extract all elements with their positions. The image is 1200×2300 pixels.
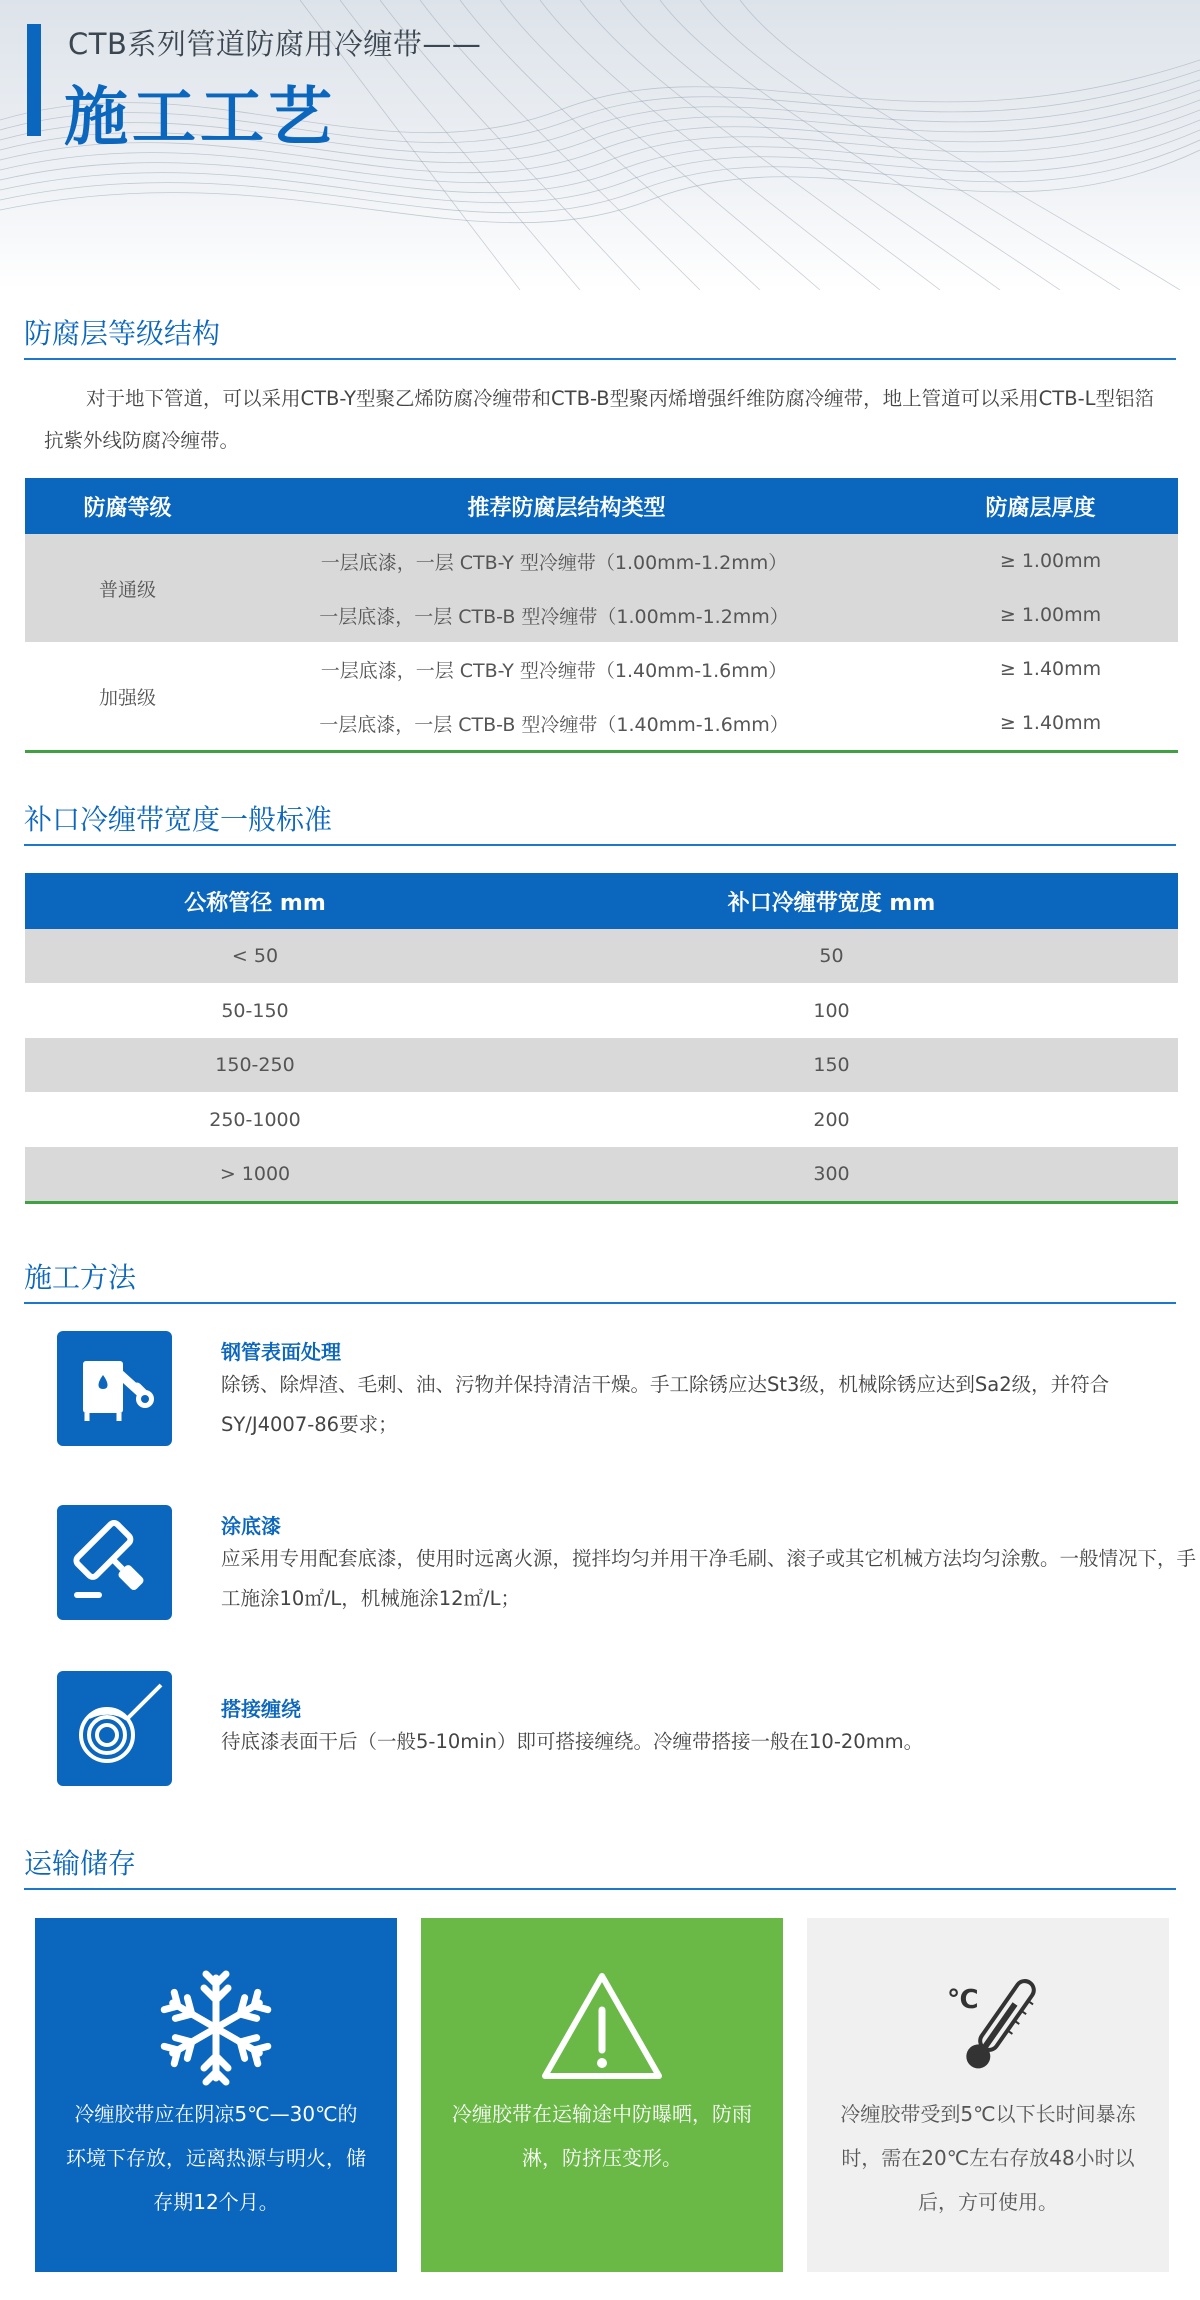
table-row (230, 588, 1178, 642)
thickness-cell: ≥ 1.00mm (999, 550, 1102, 572)
method-title: 钢管表面处理 (221, 1340, 341, 1364)
thickness-cell: ≥ 1.40mm (999, 712, 1102, 734)
section-title-storage: 运输储存 (24, 1847, 137, 1880)
table-row (230, 642, 1178, 696)
header-cell-width: 补口冷缠带宽度 mm (727, 890, 936, 916)
method-text: 应采用专用配套底漆，使用时远离火源，搅拌均匀并用干净毛刷、滚子或其它机械方法均匀涂敷。一般情况下，手工施涂10㎡/L，机械施涂12㎡/L； (221, 1547, 1197, 1610)
header-cell-thickness: 防腐层厚度 (985, 495, 1096, 521)
diameter-cell: 150-250 (215, 1054, 295, 1076)
paint-roller-icon (57, 1505, 172, 1620)
tape-wrap-icon (57, 1671, 172, 1786)
grade-cell: 普通级 (98, 578, 156, 601)
thickness-cell: ≥ 1.00mm (999, 604, 1102, 626)
table-bottom-line (25, 750, 1178, 753)
storage-card-temperature (35, 1918, 397, 2272)
table-header-row (25, 873, 1178, 929)
method-title: 搭接缠绕 (221, 1697, 301, 1721)
warning-icon (421, 1958, 783, 2098)
width-cell: 200 (813, 1108, 850, 1131)
table-row (230, 534, 1178, 588)
diameter-cell: 250-1000 (209, 1108, 301, 1131)
diameter-cell: > 1000 (219, 1163, 291, 1185)
table-row (25, 1038, 1178, 1092)
header-accent-bar (27, 24, 41, 136)
snowflake-icon (35, 1958, 397, 2098)
table-row-group (25, 642, 1178, 750)
table-row (25, 929, 1178, 983)
method-text: 除锈、除焊渣、毛刺、油、污物并保持清洁干燥。手工除锈应达St3级，机械除锈应达到Sa2级，并符合SY/J4007-86要求； (221, 1373, 1110, 1436)
table-header-row (25, 478, 1178, 534)
grade-structure-table (25, 478, 1178, 753)
diameter-cell: 50-150 (221, 999, 289, 1022)
header-cell-grade: 防腐等级 (83, 495, 172, 521)
section-intro (44, 378, 1164, 462)
storage-card-text: 冷缠胶带应在阴凉5℃—30℃的环境下存放，远离热源与明火，储存期12个月。 (66, 2102, 366, 2214)
method-title: 涂底漆 (221, 1514, 281, 1538)
table-row-group (25, 534, 1178, 642)
table-row (25, 983, 1178, 1038)
structure-cell: 一层底漆，一层 CTB-B 型冷缠带（1.00mm-1.2mm） (319, 605, 789, 628)
section-title-methods: 施工方法 (24, 1261, 137, 1294)
header-title: 施工工艺 (64, 81, 336, 155)
structure-cell: 一层底漆，一层 CTB-B 型冷缠带（1.40mm-1.6mm） (319, 713, 789, 736)
table-row (25, 1147, 1178, 1201)
grade-cell: 加强级 (98, 686, 156, 709)
section-divider (24, 358, 1176, 360)
table-bottom-line (25, 1201, 1178, 1204)
page-header (0, 0, 1200, 290)
header-cell-diameter: 公称管径 mm (184, 890, 326, 916)
structure-cell: 一层底漆，一层 CTB-Y 型冷缠带（1.00mm-1.2mm） (320, 551, 788, 574)
section-divider (24, 844, 1176, 846)
section-title-width-standard: 补口冷缠带宽度一般标准 (24, 803, 333, 836)
storage-card-text: 冷缠胶带在运输途中防曝晒，防雨淋，防挤压变形。 (452, 2102, 752, 2170)
section-divider (24, 1302, 1176, 1304)
storage-card-freeze (807, 1918, 1169, 2272)
wrench-drop-icon (57, 1331, 172, 1446)
diameter-cell: < 50 (231, 945, 279, 967)
width-cell: 150 (813, 1054, 850, 1076)
structure-cell: 一层底漆，一层 CTB-Y 型冷缠带（1.40mm-1.6mm） (320, 659, 788, 682)
section-title-grade-structure: 防腐层等级结构 (24, 317, 221, 350)
storage-card-transport (421, 1918, 783, 2272)
header-cell-structure: 推荐防腐层结构类型 (467, 495, 666, 521)
width-cell: 50 (819, 945, 844, 967)
celsius-label: ℃ (947, 1985, 979, 2015)
thermometer-icon (807, 1958, 1169, 2098)
thickness-cell: ≥ 1.40mm (999, 658, 1102, 680)
table-row (230, 696, 1178, 750)
width-cell: 100 (813, 999, 850, 1022)
intro-paragraph: 对于地下管道，可以采用CTB-Y型聚乙烯防腐冷缠带和CTB-B型聚丙烯增强纤维防腐冷缠带，地上管道可以采用CTB-L型铝箔抗紫外线防腐冷缠带。 (44, 387, 1154, 452)
storage-card-text: 冷缠胶带受到5℃以下长时间暴冻时，需在20℃左右存放48小时以后，方可使用。 (840, 2102, 1136, 2214)
method-text: 待底漆表面干后（一般5-10min）即可搭接缠绕。冷缠带搭接一般在10-20mm。 (221, 1730, 924, 1753)
section-divider (24, 1888, 1176, 1890)
width-cell: 300 (813, 1163, 850, 1185)
table-row (25, 1092, 1178, 1147)
width-standard-table (25, 873, 1178, 1204)
header-subtitle: CTB系列管道防腐用冷缠带—— (68, 27, 482, 61)
